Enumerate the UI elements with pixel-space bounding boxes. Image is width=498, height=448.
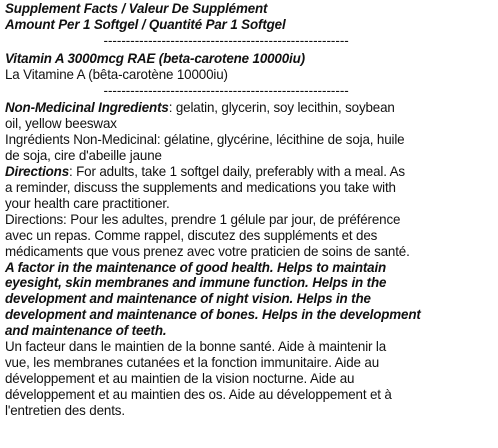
- health-claim-french-line: développement et au maintien de la vision nocturne. Aide au: [5, 370, 355, 386]
- separator-line: -------------------------------------------------------: [103, 32, 349, 48]
- non-medicinal-english-line: oil, yellow beeswax: [5, 116, 117, 132]
- vitamin-a-french: La Vitamine A (bêta-carotène 10000iu): [5, 66, 228, 82]
- health-claim-french-line: Un facteur dans le maintien de la bonne santé. Aide à maintenir la: [5, 339, 387, 355]
- directions-french-line: médicaments que vous prenez avec votre praticien de soins de santé.: [5, 243, 410, 259]
- directions-text: : For adults, take 1 softgel daily, preferably with a meal. As: [69, 164, 405, 180]
- separator-line: -------------------------------------------------------: [103, 82, 349, 98]
- serving-size: Amount Per 1 Softgel / Quantité Par 1 Softgel: [5, 16, 286, 32]
- health-claim-french-line: vue, les membranes cutanées et la fonction immunitaire. Aide au: [5, 354, 380, 370]
- health-claim-english-line: and maintenance of teeth.: [5, 323, 167, 339]
- health-claim-english-line: A factor in the maintenance of good health. Helps to maintain: [5, 259, 387, 275]
- health-claim-english-line: eyesight, skin membranes and immune function. Helps in the: [5, 275, 387, 291]
- directions-french-line: Directions: Pour les adultes, prendre 1 gélule par jour, de préférence: [5, 211, 401, 227]
- non-medicinal-list: : gelatin, glycerin, soy lecithin, soybean: [168, 100, 395, 116]
- health-claim-french-line: l'entretien des dents.: [5, 402, 125, 418]
- health-claim-english-line: development and maintenance of bones. Helps in the development: [5, 307, 421, 323]
- non-medicinal-heading: Non-Medicinal Ingredients: [5, 100, 169, 116]
- directions-english-line: your health care practitioner.: [5, 195, 170, 211]
- non-medicinal-french-line: de soja, cire d'abeille jaune: [5, 148, 162, 164]
- supplement-facts-label: [5, 1, 486, 419]
- directions-english-line: [5, 164, 486, 180]
- non-medicinal-english-line: [5, 100, 486, 116]
- non-medicinal-french-line: Ingrédients Non-Medicinal: gélatine, glycérine, lécithine de soja, huile: [5, 132, 405, 148]
- directions-heading: Directions: [5, 164, 70, 180]
- directions-french-line: avec un repas. Comme rappel, discutez des suppléments et des: [5, 227, 378, 243]
- vitamin-a-english: Vitamin A 3000mcg RAE (beta-carotene 10000iu): [5, 50, 305, 66]
- health-claim-english-line: development and maintenance of night vision. Helps in the: [5, 291, 371, 307]
- label-title: Supplement Facts / Valeur De Supplément: [5, 1, 268, 16]
- health-claim-french-line: développement et au maintien des os. Aide au développement et à: [5, 386, 392, 402]
- directions-english-line: a reminder, discuss the supplements and medications you take with: [5, 179, 396, 195]
